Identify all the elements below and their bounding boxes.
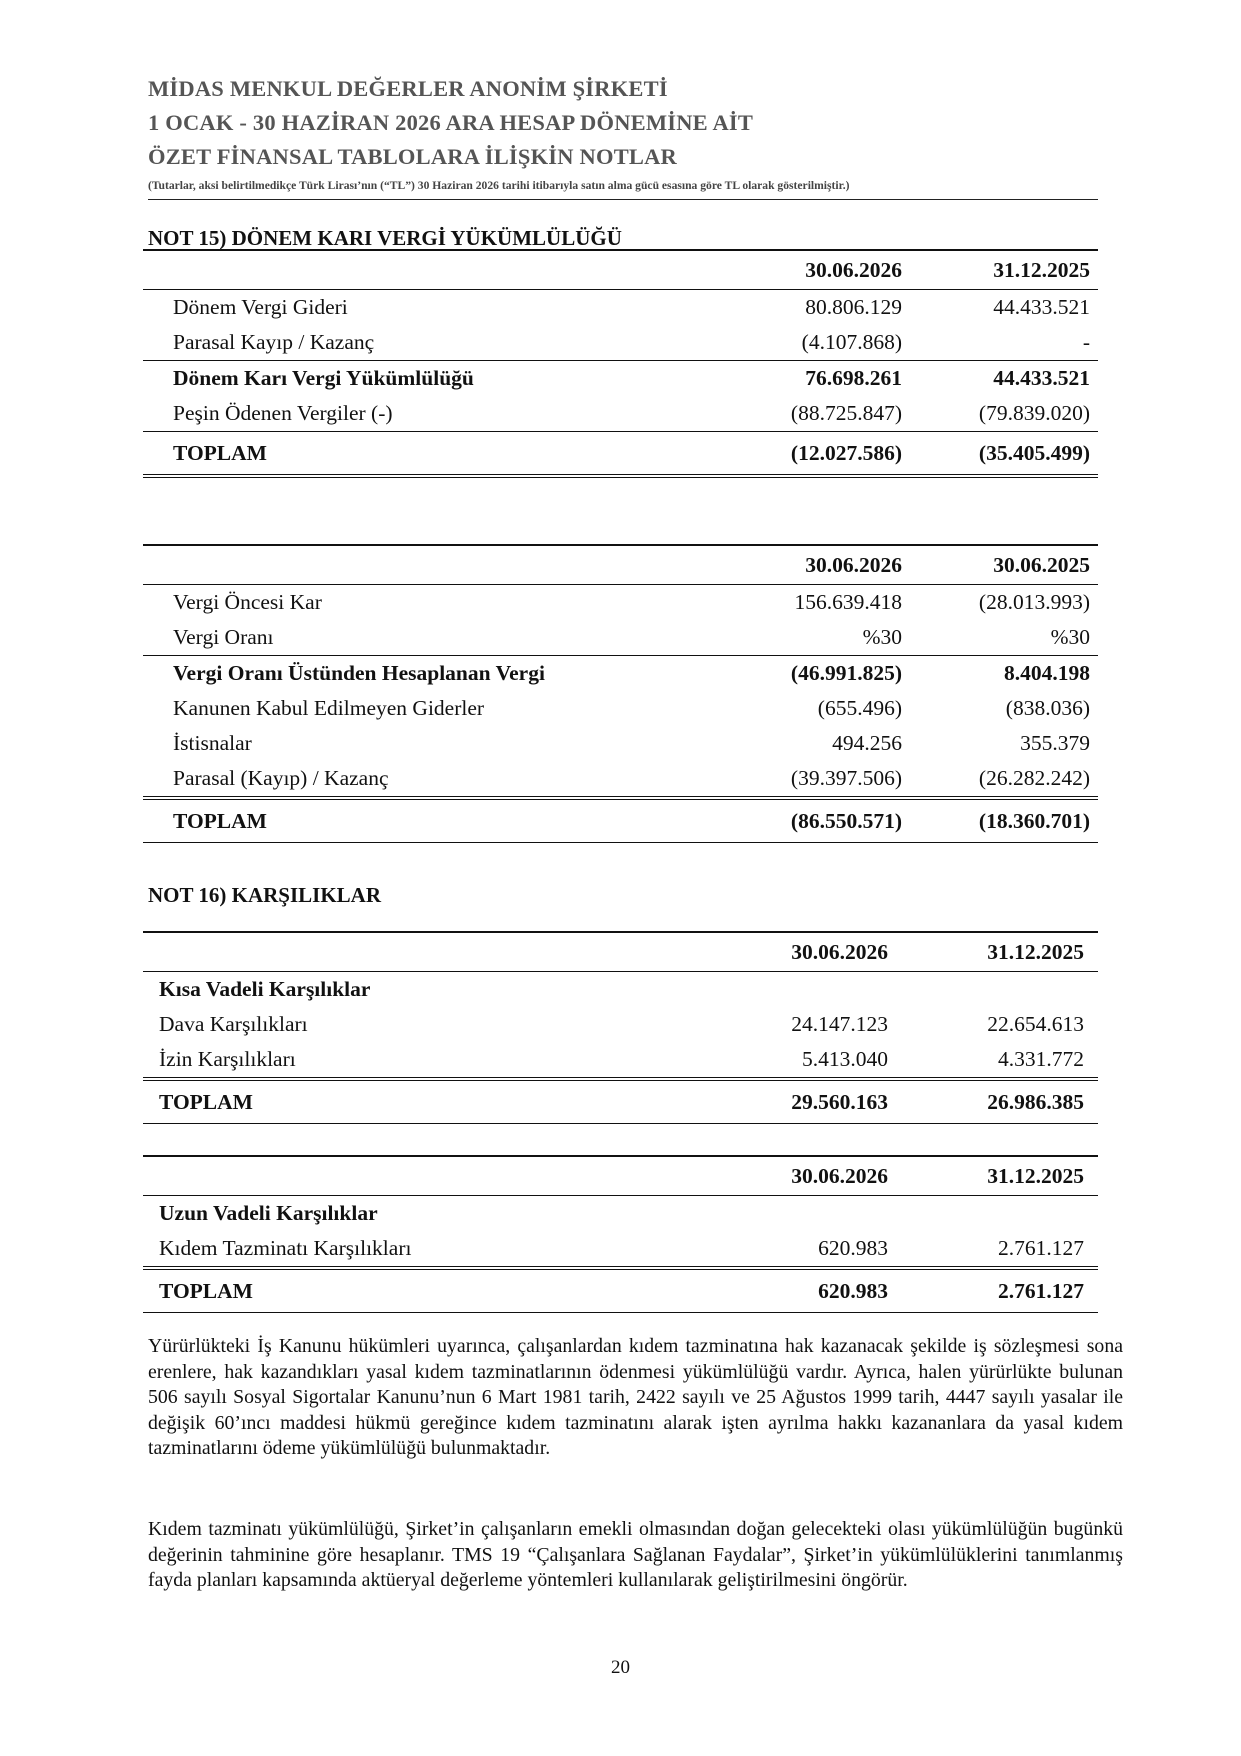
row-value: 5.413.040 [802, 1047, 888, 1071]
row-label: Dava Karşılıkları [159, 1012, 308, 1036]
column-header: 30.06.2025 [910, 545, 1098, 585]
table-row [143, 1042, 1098, 1079]
row-value: (26.282.242) [978, 766, 1090, 790]
total-row [143, 798, 1098, 843]
row-value: 22.654.613 [987, 1012, 1084, 1036]
row-label: Kanunen Kabul Edilmeyen Giderler [173, 696, 485, 720]
row-value: (88.725.847) [790, 401, 902, 425]
table-row [143, 620, 1098, 656]
column-header: 31.12.2025 [904, 1156, 1098, 1196]
total-value: (86.550.571) [722, 798, 910, 843]
row-value: 8.404.198 [910, 656, 1098, 692]
row-label: İzin Karşılıkları [159, 1047, 296, 1071]
page-number: 20 [611, 1657, 630, 1678]
row-value: - [1082, 330, 1090, 354]
total-label: TOPLAM [143, 798, 722, 843]
section-label: Uzun Vadeli Karşılıklar [159, 1201, 378, 1225]
row-value: 4.331.772 [998, 1047, 1084, 1071]
header-divider [148, 199, 1098, 200]
column-header: 30.06.2026 [722, 250, 910, 290]
note16-title: NOT 16) KARŞILIKLAR [148, 883, 381, 907]
row-value: 355.379 [1020, 731, 1090, 755]
row-value: %30 [1050, 625, 1090, 649]
note15-title: NOT 15) DÖNEM KARI VERGİ YÜKÜMLÜLÜĞÜ [148, 226, 622, 250]
total-value: 620.983 [708, 1268, 904, 1313]
total-row [143, 1268, 1098, 1313]
total-value: 29.560.163 [708, 1079, 904, 1124]
row-label: İstisnalar [173, 731, 252, 755]
severance-paragraph-2: Kıdem tazminatı yükümlülüğü, Şirket’in çalışanların emekli olmasından doğan gelecekteki olası yükümlülüğün bugünkü değerinin tahminine göre hesaplanır. TMS 19 “Çalışanlara Sağlanan Faydalar”, Şirket’in yükümlülüklerini tanımlanmış fayda planları kapsamında aktüeryal değerleme yöntemleri kullanılarak geliştirilmesini öngörür. [148, 1518, 1123, 1591]
section-row [143, 972, 1098, 1008]
row-label: Vergi Oranı Üstünden Hesaplanan Vergi [143, 656, 722, 692]
total-label: TOPLAM [143, 1268, 708, 1313]
table-row [143, 325, 1098, 361]
row-value: (655.496) [817, 696, 902, 720]
note15-tax-reconciliation-table [143, 544, 1098, 843]
table-row [143, 396, 1098, 432]
page-header [148, 72, 1098, 194]
row-value: %30 [862, 625, 902, 649]
table-row [143, 585, 1098, 621]
row-label: Kıdem Tazminatı Karşılıkları [159, 1236, 412, 1260]
row-value: 24.147.123 [791, 1012, 888, 1036]
row-label: Dönem Karı Vergi Yükümlülüğü [143, 361, 722, 397]
total-row [143, 432, 1098, 477]
row-value: (39.397.506) [790, 766, 902, 790]
row-label: Parasal (Kayıp) / Kazanç [173, 766, 389, 790]
row-value: 156.639.418 [794, 590, 902, 614]
table-row [143, 290, 1098, 326]
row-value: (28.013.993) [978, 590, 1090, 614]
total-row [143, 1079, 1098, 1124]
period-title: 1 OCAK - 30 HAZİRAN 2026 ARA HESAP DÖNEMİNE AİT [148, 110, 754, 135]
row-value: 44.433.521 [910, 361, 1098, 397]
row-value: 2.761.127 [998, 1236, 1084, 1260]
total-label: TOPLAM [143, 432, 722, 477]
section-label: Kısa Vadeli Karşılıklar [159, 977, 371, 1001]
row-value: 76.698.261 [722, 361, 910, 397]
total-label: TOPLAM [143, 1079, 708, 1124]
row-value: 620.983 [818, 1236, 888, 1260]
table-row [143, 1231, 1098, 1268]
notes-title: ÖZET FİNANSAL TABLOLARA İLİŞKİN NOTLAR [148, 144, 677, 169]
row-value: (4.107.868) [801, 330, 902, 354]
table-header-row [143, 545, 1098, 585]
total-value: (12.027.586) [722, 432, 910, 477]
row-label: Vergi Oranı [173, 625, 274, 649]
table-row [143, 656, 1098, 692]
section-row [143, 1196, 1098, 1232]
table-row [143, 1007, 1098, 1042]
column-header: 31.12.2025 [904, 932, 1098, 972]
total-value: 2.761.127 [904, 1268, 1098, 1313]
total-value: 26.986.385 [904, 1079, 1098, 1124]
column-header: 31.12.2025 [910, 250, 1098, 290]
total-value: (35.405.499) [910, 432, 1098, 477]
table-header-row [143, 1156, 1098, 1196]
table-row [143, 691, 1098, 726]
row-label: Peşin Ödenen Vergiler (-) [173, 401, 393, 425]
row-value: 44.433.521 [993, 295, 1090, 319]
row-label: Dönem Vergi Gideri [173, 295, 348, 319]
note16-long-term-provisions-table [143, 1155, 1098, 1313]
row-value: (79.839.020) [978, 401, 1090, 425]
row-label: Parasal Kayıp / Kazanç [173, 330, 375, 354]
severance-paragraph-1: Yürürlükteki İş Kanunu hükümleri uyarınca, çalışanlardan kıdem tazminatına hak kazanacak şekilde iş sözleşmesi sona erenlere, hak kazandıkları yasal kıdem tazminatlarının ödenmesi yükümlülüğü vardır. Ayrıca, halen yürürlükte bulunan 506 sayılı Sosyal Sigortalar Kanunu’nun 6 Mart 1981 tarih, 2422 sayılı ve 25 Ağustos 1999 tarih, 4447 sayılı yasalar ile değişik 60’ıncı maddesi hükmü gereğince kıdem tazminatını alarak işten ayrılma hakkı kazananlara da yasal kıdem tazminatlarını ödeme yükümlülüğü bulunmaktadır. [148, 1335, 1123, 1459]
column-header: 30.06.2026 [708, 1156, 904, 1196]
note16-short-term-provisions-table [143, 931, 1098, 1124]
currency-note: (Tutarlar, aksi belirtilmedikçe Türk Lirası’nın (“TL”) 30 Haziran 2026 tarihi itibarıyla satın alma gücü esasına göre TL olarak gösterilmiştir.) [148, 179, 850, 192]
table-header-row [143, 932, 1098, 972]
total-value: (18.360.701) [910, 798, 1098, 843]
row-value: 80.806.129 [805, 295, 902, 319]
row-value: (46.991.825) [722, 656, 910, 692]
table-row [143, 761, 1098, 798]
table-row [143, 361, 1098, 397]
table-header-row [143, 250, 1098, 290]
column-header: 30.06.2026 [708, 932, 904, 972]
row-value: (838.036) [1005, 696, 1090, 720]
row-label: Vergi Öncesi Kar [173, 590, 322, 614]
table-row [143, 726, 1098, 761]
company-name: MİDAS MENKUL DEĞERLER ANONİM ŞİRKETİ [148, 76, 668, 101]
note15-tax-liability-table [143, 249, 1098, 478]
column-header: 30.06.2026 [722, 545, 910, 585]
row-value: 494.256 [832, 731, 902, 755]
